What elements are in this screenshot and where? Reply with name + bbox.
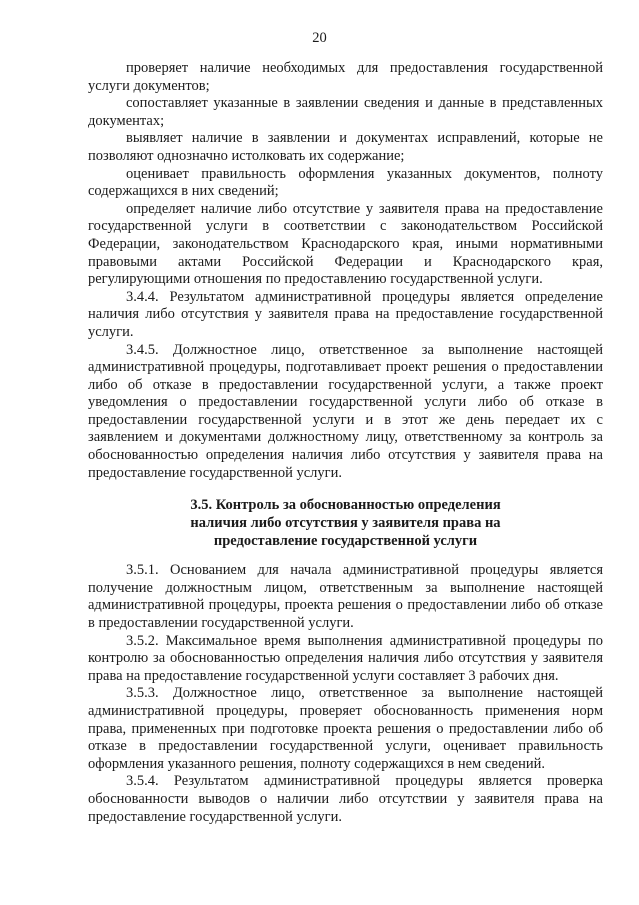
heading-line: предоставление государственной услуги <box>213 533 478 550</box>
document-body <box>88 60 603 826</box>
paragraph: оценивает правильность оформления указанных документов, полноту содержащихся в них сведений; <box>88 165 603 200</box>
heading-line: наличия либо отсутствия у заявителя права на <box>190 515 501 532</box>
paragraph: определяет наличие либо отсутствие у заявителя права на предоставление государственной услуги в соответствии с законодательством Российской Федерации, законодательством Краснодарского края, иными нормативными правовыми актами Российской Федерации и Краснодарского края, регулирующими отношения по предоставлению государственной услуги. <box>88 200 603 288</box>
paragraph: выявляет наличие в заявлении и документах исправлений, которые не позволяют однозначно истолковать их содержание; <box>88 130 603 164</box>
paragraph: 3.5.4. Результатом административной процедуры является проверка обоснованности выводов о наличии либо отсутствии у заявителя права на предоставление государственной услуги. <box>88 773 603 825</box>
paragraph: 3.4.4. Результатом административной процедуры является определение наличия либо отсутствия у заявителя права на предоставление государственной услуги. <box>88 288 603 340</box>
paragraph: 3.4.5. Должностное лицо, ответственное за выполнение настоящей административной процедуры, подготавливает проект решения о предоставлении либо об отказе в предоставлении государственной услуги, а также проект уведомления о предоставлении государственной услуги либо об отказе в предоставлении государственной услуги и в этот же день передает их с заявлением и документами должностному лицу, ответственному за контроль за обоснованностью определения наличия либо отсутствия у заявителя права на предоставление государственной услуги. <box>88 341 603 481</box>
paragraph: 3.5.1. Основанием для начала административной процедуры является получение должностным лицом, ответственным за выполнение настоящей административной процедуры, проекта решения о предоставлении либо об отказе в предоставлении государственной услуги. <box>88 562 603 632</box>
paragraph: 3.5.2. Максимальное время выполнения административной процедуры по контролю за обоснованностью определения наличия либо отсутствия у заявителя права на предоставление государственной услуги составляет 3 рабочих дня. <box>88 632 603 684</box>
paragraph: 3.5.3. Должностное лицо, ответственное за выполнение настоящей административной процедуры, проверяет обоснованность применения норм права, примененных при подготовке проекта решения о предоставлении либо об отказе в предоставлении государственной услуги, оценивает правильность оформления указанного решения, полноту содержащихся в нем сведений. <box>88 685 603 772</box>
page-number: 20 <box>312 30 327 46</box>
section-heading <box>88 496 603 550</box>
paragraph: сопоставляет указанные в заявлении сведения и данные в представленных документах; <box>88 95 603 129</box>
paragraph: проверяет наличие необходимых для предоставления государственной услуги документов; <box>88 60 603 94</box>
heading-line: 3.5. Контроль за обоснованностью определения <box>190 497 501 514</box>
